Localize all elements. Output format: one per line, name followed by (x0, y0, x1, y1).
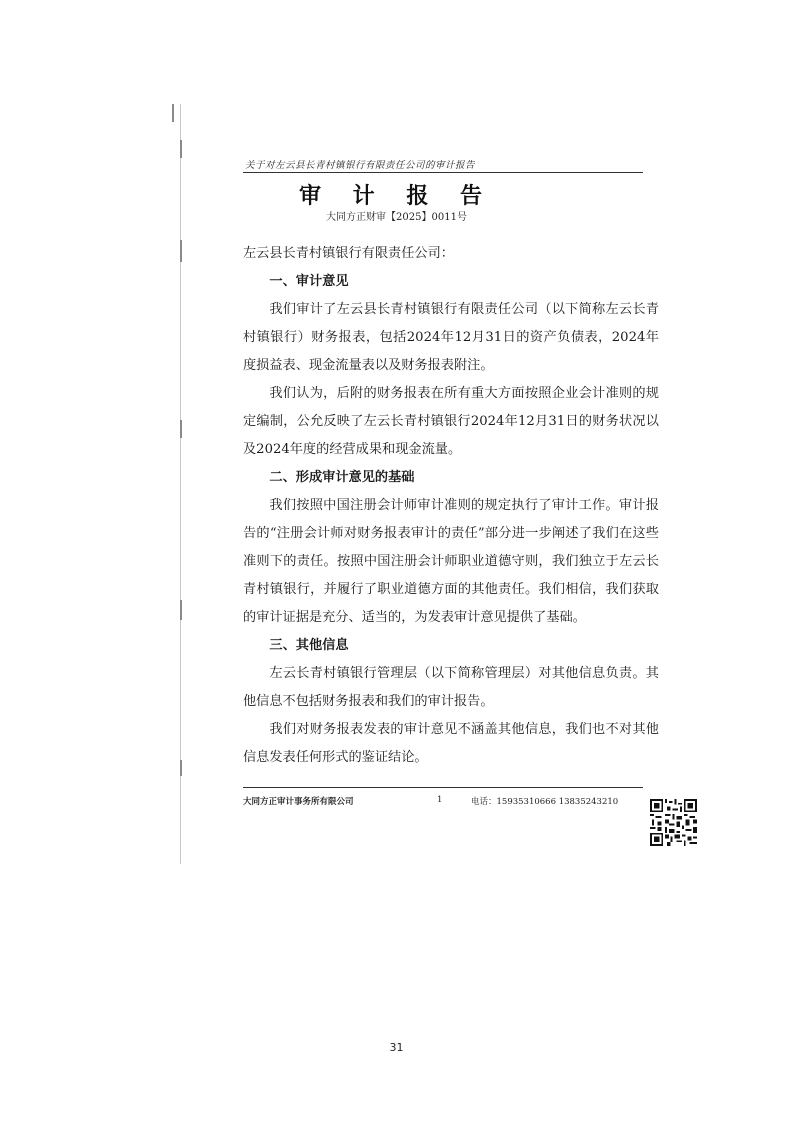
report-reference-number: 大同方正财审【2025】0011号 (326, 212, 467, 223)
section-heading: 三、其他信息 (269, 638, 349, 653)
scan-edge-mark (180, 420, 182, 438)
paragraph: 我们认为，后附的财务报表在所有重大方面按照企业会计准则的规定编制，公允反映了左云长青村镇银行2024年12月31日的财务状况以及2024年度的经营成果和现金流量。 (243, 386, 659, 457)
section-heading: 一、审计意见 (269, 274, 349, 289)
footer-rule (243, 787, 643, 788)
scan-edge-mark (180, 760, 182, 776)
scan-edge-mark (180, 140, 182, 158)
report-header: 关于对左云县长青村镇银行有限责任公司的审计报告 (245, 160, 476, 171)
page-number: 31 (389, 1041, 404, 1054)
footer-phone: 电话：15935310666 13835243210 (471, 797, 619, 807)
scan-edge-mark (180, 600, 182, 620)
section-heading: 二、形成审计意见的基础 (269, 470, 415, 485)
qr-code-icon (650, 799, 697, 846)
footer-firm-name: 大同方正审计事务所有限公司 (243, 797, 354, 807)
scan-edge-mark (172, 104, 174, 122)
paragraph: 我们按照中国注册会计师审计准则的规定执行了审计工作。审计报告的“注册会计师对财务报表审计的责任”部分进一步阐述了我们在这些准则下的责任。按照中国注册会计师职业道德守则，我们独立于左云长青村镇银行，并履行了职业道德方面的其他责任。我们相信，我们获取的审计证据是充分、适当的，为发表审计意见提供了基础。 (243, 498, 659, 625)
report-title: 审 计 报 告 (299, 183, 494, 209)
paragraph: 我们审计了左云县长青村镇银行有限责任公司（以下简称左云长青村镇银行）财务报表，包括2024年12月31日的资产负债表，2024年度损益表、现金流量表以及财务报表附注。 (243, 302, 659, 373)
paragraph: 我们对财务报表发表的审计意见不涵盖其他信息，我们也不对其他信息发表任何形式的鉴证结论。 (243, 722, 659, 765)
paragraph: 左云长青村镇银行管理层（以下简称管理层）对其他信息负责。其他信息不包括财务报表和我们的审计报告。 (243, 666, 659, 709)
header-rule (243, 172, 643, 173)
scan-edge-mark (180, 240, 182, 262)
report-body (243, 240, 659, 772)
footer-page-number: 1 (437, 795, 443, 805)
addressee: 左云县长青村镇银行有限责任公司： (243, 246, 454, 261)
